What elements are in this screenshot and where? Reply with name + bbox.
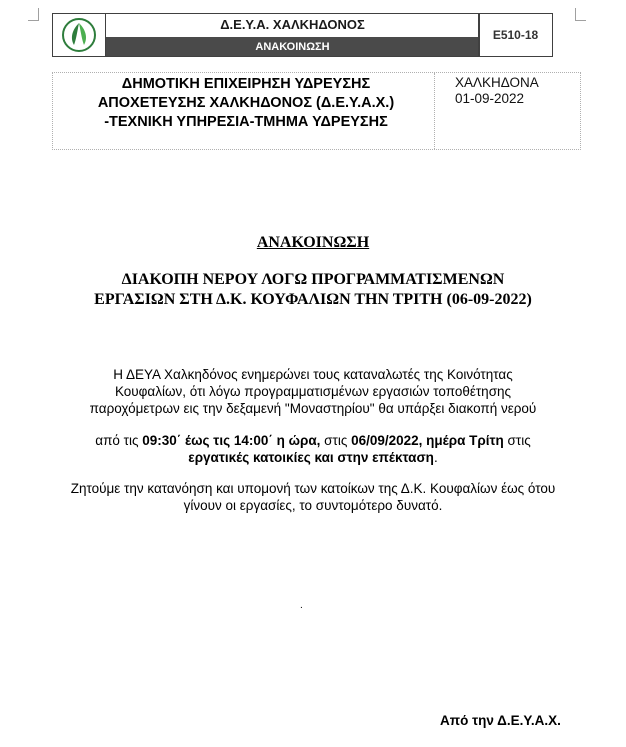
paragraph-2 [50, 432, 576, 466]
paragraph-2-line-1 [50, 432, 576, 449]
text-at: στις [503, 433, 531, 448]
place: ΧΑΛΚΗΔΟΝΑ [455, 75, 539, 90]
time-range: 09:30΄ έως τις 14:00΄ η ώρα, [142, 433, 321, 448]
place-date-block [455, 75, 539, 107]
paragraph-3-line-1: Ζητούμε την κατανόηση και υπομονή των κατοίκων της Δ.Κ. Κουφαλίων έως ότου [70, 481, 556, 496]
date-day: 06/09/2022, ημέρα Τρίτη [351, 433, 504, 448]
paragraph-1-line-1: Η ΔΕΥΑ Χαλκηδόνος ενημερώνει τους καταναλωτές της Κοινότητας [113, 367, 513, 382]
company-line-1: ΔΗΜΟΤΙΚΗ ΕΠΙΧΕΙΡΗΣΗ ΥΔΡΕΥΣΗΣ [121, 76, 371, 92]
page-corner-mark-right [575, 8, 586, 21]
period: . [433, 450, 438, 465]
page-corner-mark-left [28, 8, 39, 21]
doc-type-bar: ΑΝΑΚΟΙΝΩΣΗ [106, 37, 479, 56]
company-line-3: -ΤΕΧΝΙΚΗ ΥΠΗΡΕΣΙΑ-ΤΜΗΜΑ ΥΔΡΕΥΣΗΣ [104, 114, 388, 130]
company-block [56, 75, 436, 132]
logo-cell [53, 14, 106, 56]
org-title: Δ.Ε.Υ.Α. ΧΑΛΚΗΔΟΝΟΣ [220, 17, 365, 32]
announcement-title: ΑΝΑΚΟΙΝΩΣΗ [256, 234, 370, 251]
text-on: στις [320, 433, 352, 448]
paragraph-2-line-2 [50, 449, 576, 466]
date: 01-09-2022 [455, 91, 525, 106]
announcement-subject [30, 270, 596, 310]
document-header [52, 13, 480, 57]
subject-line-2: ΕΡΓΑΣΙΩΝ ΣΤΗ Δ.Κ. ΚΟΥΦΑΛΙΩΝ ΤΗΝ ΤΡΙΤΗ (06-09-2022) [94, 291, 532, 308]
leaf-drop-logo-icon [62, 18, 96, 52]
stray-mark: . [300, 600, 303, 611]
paragraph-1-line-2: Κουφαλίων, ότι λόγω προγραμματισμένων εργασιών τοποθέτησης [114, 384, 512, 399]
affected-area: εργατικές κατοικίες και στην επέκταση [188, 450, 434, 465]
signature: Από την Δ.Ε.Υ.Α.Χ. [440, 713, 561, 728]
paragraph-3-line-2: γίνουν οι εργασίες, το συντομότερο δυνατό. [183, 498, 443, 513]
text-from: από τις [95, 433, 143, 448]
paragraph-1 [50, 366, 576, 417]
doc-code: Ε510-18 [478, 13, 553, 57]
paragraph-1-line-3: παροχόμετρων εις την δεξαμενή "Μοναστηρίου" θα υπάρξει διακοπή νερού [89, 401, 537, 416]
subject-line-1: ΔΙΑΚΟΠΗ ΝΕΡΟΥ ΛΟΓΩ ΠΡΟΓΡΑΜΜΑΤΙΣΜΕΝΩΝ [121, 271, 505, 288]
company-line-2: ΑΠΟΧΕΤΕΥΣΗΣ ΧΑΛΚΗΔΟΝΟΣ (Δ.Ε.Υ.Α.Χ.) [97, 95, 395, 111]
paragraph-3 [50, 480, 576, 514]
